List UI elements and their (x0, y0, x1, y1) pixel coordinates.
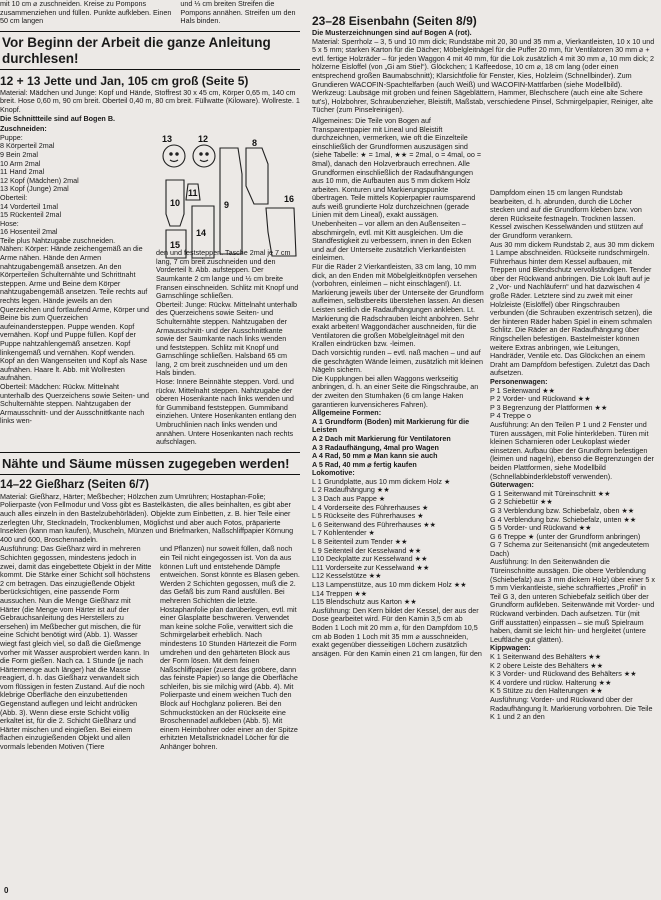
pattern-label: 16 (284, 194, 295, 204)
trouser-piece (266, 208, 296, 256)
pattern-pieces-illustration (158, 134, 300, 260)
lokomotive-title: Lokomotive: (312, 468, 355, 478)
allgemeines-text: Allgemeines: Die Teile von Bogen auf Transparentpapier mit Lineal und Bleistift durchzeichnen, vermerken, wie oft die Einzelteile einschließlich der Grundformen auszusägen sind (siehe Tabelle: ★ = 1mal, ★★ = 2mal, o = 4mal, oo = 8mal), danach den Holzverbrauch errechnen. Alle Grundformen einschließlich der Radaufhängungen aus 10 mm, die Aufbauten aus 5 mm dickem Holz arbeiten. Konturen und Markierungspunkte übertragen. Teile mittels Kopierpapier raumsparend aufs weiß grundierte Holz durchzeichnen (gerade Linien mit dem Lineal), exakt aussägen. Unebenheiten – vor allem an den Außenseiten – abschmirgeln, evtl. mit Kitt ausgleichen. Um die Standfestigkeit zu verbessern, innen in den Ecken und auf der Unterseite zusätzlich Vierkantleisten einleimen. Für die Räder 2 Vierkantleisten, 33 cm lang, 10 mm dick, an den Enden mit Möbelgleitknöpfen versehen (vorbohren, einleimen – nicht einschlagen!). Lt. Markierung jeweils über der Unterseite der Grundform aufleimen, selbstbereits überstehen lassen. An diesen Leisten seitlich die Radaufhängungen ankleben. Lt. Markierung die Radschrauben leicht anbohren. Sehr exakt arbeiten! Waggondächer auschneiden, für die Ventilatoren die großen Möbelgleitnägel mit den Krallen eindrücken bzw. -leimen. Dach vorsichtig runden – evtl. naß machen – und auf die geschrägten Wände leimen, zusätzlich mit kleinen Nägeln sichern. Die Kupplungen bei allen Waggons werkseitig anbringen, d. h. an einer Seite die Ringschraube, an der zweiten den Stumhaken (6 cm lange Haken garantieren kurvensicheres Fahren). (312, 115, 484, 409)
material-eisenbahn: Material: Sperrholz – 3, 5 und 10 mm dick; Rundstäbe mit 20, 30 und 35 mm ⌀, Vierkantleisten, 10 x 10 und 5 x 5 mm; starken Karton für die Dächer; Möbelgleitnägel für die Puffer 20 mm, für Ventilatoren 30 mm ⌀ + evtl. fertige Holzräder – für jeden Waggon 4 mit 40 mm, für die Lok zusätzlich 4 mit 30 mm ⌀, 10 mm dick; 2 hölzerne Eisloffel (von „Gi am Stiel“). Glöckchen; 1 Kaffeedose, 10 cm ⌀, 18 cm lang (oder einen entsprechend großen Baumabschnitt); Klarsichtfolie für Fenster, Kies, Holzleim (Schnellbinder). Zum Grundieren WACOFIN-Spachtelfarben (auch Weiß) und WACOFIN-Mattfarben (siehe Modellbild). (312, 36, 655, 89)
pattern-label: 11 (188, 188, 198, 198)
eisenbahn-left (312, 117, 484, 722)
section-title-eisenbahn: 23–28 Eisenbahn (Seiten 8/9) (312, 14, 477, 28)
head-boy-piece (163, 145, 185, 167)
giessharz-text-left: Ausführung: Das Gießharz wird in mehreren Schichten gegossen, mindestens jedoch in zwei, damit das eingebettete Objekt in der Mitte kommt. Die Stärke einer Schicht soll höchstens 2 cm betragen. Das einzugießende Objekt berücksichtigen, eine passende Form aussuchen. Nun die Menge Gießharz mit Härter (die Menge vom Härter ist auf der Gebrauchsanleitung des Herstellers zu ersehen) im Meßbecher gut mischen, die für eine Schicht benötigt wird (Abb. 1). Wasser wiegt fast gleich viel, so daß die Gießmenge vorher mit Wasser ausprobiert werden kann. In die Form gießen. Nach ca. 1 Stunde (je nach Härtermenge auch länger) hat die Masse reagiert, d. h. das Gießharz verwandelt sich vom flüssigen in festen Zustand. Auf die noch klebrige Oberfläche den einzubettenden Gegenstand auflegen und leicht andrücken (Abb. 3). Wenn diese erste Schicht völlig erkaltet ist, für die 2. Schicht Gießharz und Härter mischen und eingießen. Bei einem flachen einzugießenden Objekt und allen vormals lebenden Motiven (Tiere (0, 544, 152, 752)
zuschneiden-list: Puppe: 8 Körperteil 2mal 9 Bein 2mal 10 Arm 2mal 11 Hand 2mal 12 Kopf (Mädchen) 2mal 13 Kopf (Junge) 2mal Oberteil: 14 Vorderteil 1mal 15 Rückenteil 2mal Hose: 16 Hosenteil 2mal (0, 132, 79, 237)
intro-text-right: und ⅓ cm breiten Streifen die Pompons annähen. Streifen um den Hals binden. (180, 0, 296, 26)
pattern-note: Die Schnittteile sind auf Bogen B. (0, 113, 116, 123)
pattern-label: 15 (170, 240, 181, 250)
mid-text: den und feststeppen. Tasche 2mal je 7 cm lang, 7 cm breit zuschneiden und den Vorderteil lt. Abb. aufsteppen. Der Saumkante 2 cm lange und ½ cm breite Fransen einschneiden. Schlitz mit Knopf und Garnschlinge schließen. Oberteil: Junge: Rückw. Mittelnaht unterhalb des Querzeichens sowie Seiten- und Schulternähte steppen. Nahtzugaben der Armausschnitt- und der Ausschnittkante sowie der Saumkante nach links wenden und feststeppen. Schlitz mit Knopf und Garnschlinge schließen. Halsband 65 cm lang, 2 cm breit zuschneiden und um den Hals binden. Hose: Innere Beinnähte steppen. Vord. und rückw. Mittelnaht steppen. Nahtzugabe der oberen Hosenkante nach links wenden und für Gummiband feststeppen. Gummiband einziehen. Untere Hosenkanten entlang den Umbruchlinien nach links wenden und annähen. Untere Hosenkanten nach rechts aufschlagen. (156, 248, 299, 447)
body-piece (246, 148, 268, 204)
pattern-label: 12 (198, 134, 209, 144)
eisenbahn-right (490, 117, 655, 722)
head-girl-piece (193, 145, 215, 167)
zuschneiden-text: Teile plus Nahtzugabe zuschneiden. Nähen: Körper: Hände zeichengemäß an die Arme nähen. Hände den Armen nahtzugabengemäß ansetzen. An den Körperteilen Schulternähte und Schrittnaht steppen. Arme und Beine dem Körper nahtzugabengemäß ansetzen. Teile rechts auf rechts legen. Hände jeweils an den Querzeichen und fortlaufend Arme, Körper und Beine bis zum Querzeichen aufeinandersteppen. Puppe wenden. Kopf vernähen. Kopf und Puppe füllen. Kopf der Puppe nahtzahlengemäß ansetzen. Kopf linkengemäß und vernähen. Kopf wenden. Kopf an den Wangenseiten und Kopf als Nase aufnähen. Haare lt. Abb. mit Wollresten aufnähen. Oberteil: Mädchen: Rückw. Mittelnaht unterhalb des Querzeichens sowie Seiten- und Schulternähte steppen. Nahtzugaben der Armausschnitt- und der Ausschnittkante nach links wen- (0, 235, 150, 426)
banner-seams: Nähte und Säume müssen zugegeben werden! (0, 452, 300, 475)
page-number: 0 (4, 886, 9, 895)
kipp-list: K 1 Seitenwand des Behälters ★★ K 2 obere Leiste des Behälters ★★ K 3 Vorder- und Rückwand des Behälters ★★ K 4 vordere und rückw. Halterung ★★ K 5 Stütze zu den Halterungen ★★ (490, 652, 637, 696)
giessharz-body (0, 545, 300, 751)
personen-list: P 1 Seitenwand ★★ P 2 Vorder- und Rückwand ★★ P 3 Begrenzung der Plattformen ★★ P 4 Treppe o (490, 385, 608, 421)
intro-text: mit 10 cm ⌀ zuschneiden. Kreise zu Pompons zusammenziehen und füllen. Punkte aufkleben. Einen 50 cm langen (0, 0, 172, 26)
gueter-list: G 1 Seitenwand mit Türeinschnitt ★★ G 2 Schiebetür ★★ G 3 Verblendung bzw. Schiebefalz, oben ★★ G 4 Verblendung bzw. Schiebefalz, unten ★★ G 5 Vorder- und Rückwand ★★ G 6 Treppe ★ (unter der Grundform anbringen) G 7 Schema zur Seitenansicht (mit angedeutetem Dach) (490, 488, 650, 558)
eisenbahn-body (312, 117, 655, 722)
lok-ausfuehrung: Ausführung: Den Kern bildet der Kessel, der aus der Dose gearbeitet wird. Für den Kamin 3,5 cm ab Boden 1 Loch mit 20 mm ⌀, für den Dampfdom 10,5 cm ab Boden 1 Loch mit 35 mm ⌀ ausschneiden, exakt gegenüber diesseitigen Löchern zusätzlich ansägen. Für den Kamin einen 21 cm langen, für den (312, 605, 482, 658)
jette-jan-left (0, 125, 150, 447)
lokomotive-list: L 1 Grundplatte, aus 10 mm dickem Holz ★ L 2 Radaufhängung ★★ L 3 Dach aus Pappe ★ L 4 Vorderseite des Führerhauses ★ L 5 Rückseite des Führerhauses ★ L 6 Seitenwand des Führerhauses ★★ L 7 Kohlentender ★ L 8 Seitenteil zum Tender ★★ L 9 Seitenteil der Kesselwand ★★ L10 Deckplatte zur Kesselwand ★★ L11 Vorderseite zur Kesselwand ★★ L12 Kesselstütze ★★ L13 Lampenstütze, aus 10 mm dickem Holz ★★ L14 Treppen ★★ L15 Blendschutz aus Karton ★★ (312, 476, 467, 607)
eisenbahn-note: Die Musterzeichnungen sind auf Bogen A (rot). (312, 28, 472, 37)
section-title-giessharz: 14–22 Gießharz (Seiten 6/7) (0, 478, 149, 491)
personen-ausfuehrung: Ausführung: An den Teilen P 1 und 2 Fenster und Türen aussägen, mit Folie hinterkleben. Türen mit kleinen Scharnieren oder Leukoplast wieder einsetzen. Aufbau über der Grundform befestigen (leimen und nageln), ebenso die Begrenzungen der beiden Plattformen, siehe Modellbild (Schnellabbinderklebstoff verwenden). (490, 419, 654, 481)
werkzeug-eisenbahn: Werkzeug: Laubsäge mit groben und feinen Sägeblättern, Hammer, Blechschere (auch eine alte Schere tut's), Holzbohrer, Schraubenzieher, Bleistift, Maßstab, verschiedene Pinsel, Schmirgelpapier, Reiniger, alte Tücher (zum Pinselreinigen). (312, 88, 653, 115)
pattern-label: 10 (170, 198, 181, 208)
pattern-label: 8 (252, 138, 258, 148)
pattern-label: 13 (162, 134, 173, 144)
allgemeine-formen-list: A 1 Grundform (Boden) mit Markierung für die Leisten A 2 Dach mit Markierung für Ventilatoren A 3 Radaufhängung, 4mal pro Wagen A 4 Rad, 50 mm ⌀ Man kann sie auch A 5 Rad, 40 mm ⌀ fertig kaufen (312, 416, 470, 469)
zuschneiden-title: Zuschneiden: (0, 124, 47, 134)
material-giessharz: Material: Gießharz, Härter; Meßbecher; Hölzchen zum Umrühren; Hostaphan-Folie; Polierpaste (von Fellmodur und Voss gibt es Bastelkästen, die alles beinhalten, es gibt aber auch alles einzeln in den Bastelzubehörläden). Objekte zum Einbetten, z. B. hier Teile einer zerlegten Uhr, Stecknadeln, Trockenblumen, Möglichst und aber auch Fotos, präparierte Insekten (kann man kaufen), Muscheln, Münzen und Briefmarken, Naßschliffpapier Körnung 400 und 600, Broschennadeln. (0, 491, 294, 544)
kipp-ausfuehrung: Ausführung: Vorder- und Rückwand über der Radaufhängung lt. Markierung vorbohren. Die Teile K 1 und 2 an den (490, 694, 653, 722)
giessharz-text-right: und Pflanzen) nur soweit füllen, daß noch ein Teil nicht eingegossen ist. Von da aus können Luft und entstehende Dämpfe entweichen. Sonst könnte es Blasen geben. Werden 2 Schichten gegossen, muß die 2. das Gefäß bis zum Rand ausfüllen. Bei mehreren Schichten die letzte. Hostaphanfolie plan darüberlegen, evtl. mit einer Glasplatte beschweren. Verwendet man keine solche Folie, verwittert sich die Schmirgelarbeit erheblich. Nach mindestens 10 Stunden Härtezeit die Form umdrehen und den gehärteten Block aus der Form lösen. Mit dem feinen Naßschliffpapier (zuerst das gröbere, dann das feinste Papier) so lange die Oberfläche schleifen, bis sie milchig wird (Abb. 4). Mit Polierpaste und einem weichen Tuch den Block auf Hochglanz polieren. Bei den Schmuckstücken an der Rückseite eine Broschennadel aufkleben (Abb. 5). Mit einem Heimbohrer oder einer an der Spitze erhitzten Metallstricknadel Löcher für die Anhänger bohren. (159, 544, 300, 752)
banner-read-instructions: Vor Beginn der Arbeit die ganze Anleitung durchlesen! (0, 31, 300, 70)
far-right-text: Dampfdom einen 15 cm langen Rundstab bearbeiten, d. h. abrunden, durch die Löcher stecken und auf die Grundform kleben bzw. von deren Rückseite festnageln. Trocknen lassen. Kessel zwischen Kesselwänden und stützen auf der Grundform verankern. Aus 30 mm dickem Rundstab 2, aus 30 mm dickem 1 Lampe abschneiden. Rückseite rundschmirgeln. Führerhaus hinter dem Kessel aufbauen, mit Treppen und Blendschutz vervollständigen. Tender über der Rückwand anbringen. Die Lok läuft auf je 2 „Vor- und Nachläufern“ und hat dazwischen 4 große Räder. Letztere sind zu zweit mit einer Holzleiste (Eislöffel) über Ringschrauben verbunden (die Schrauben exzentrisch setzen), die der hinteren Räder haben Spiel in einem schmalen Schlitz. Die Räder an der Radaufhängung über Ringschellen befestigen. Bastelmeister können weitere Extras anbringen, wie Leitungen, Handräder, Ventile etc. Das Glöckchen an einem Draht am Dampfdom befestigen. Zuletzt das Dach aufsetzen. (490, 187, 655, 378)
gueter-title: Güterwagen: (490, 480, 534, 490)
pattern-label: 14 (196, 228, 207, 238)
intro-row (0, 0, 300, 26)
allgemeine-formen-title: Allgemeine Formen: (312, 408, 382, 418)
gueter-ausfuehrung: Ausführung: In den Seitenwänden die Türeinschnitte aussägen. Die obere Verblendung (Schiebefalz) aus 3 mm dickem Holz) über einer 5 x 5 mm Vierkantleiste, siehe schraffiertes „Profil“ in Teil G 3, den unteren Schiebefalz seitlich über der Grundform aufkleben. Seitenwände mit Vorder- und Rückwand verbinden. Dach aufsetzen. Tür (mit Griff ausstatten) einpassen – sie muß Spielraum haben, damit sie leicht hin- und hergleitet (untere Leuftläche gut glätten). (490, 557, 655, 644)
section-title-jette-jan: 12 + 13 Jette und Jan, 105 cm groß (Seite 5) (0, 73, 249, 88)
pattern-label: 9 (224, 200, 230, 210)
left-column (0, 0, 300, 752)
personen-title: Personenwagen: (490, 377, 548, 386)
material-jette-jan: Material: Mädchen und Junge: Kopf und Hände, Stoffrest 30 x 45 cm, Körper 0,65 m, 140 cm breit. Hose 0,60 m, 90 cm breit. Oberteil 0,40 m, 80 cm breit. Füllwatte (Kilowarе). Wollreste. 1 Knopf. (0, 87, 300, 114)
kipp-title: Kippwagen: (490, 643, 531, 653)
right-column (312, 0, 655, 722)
